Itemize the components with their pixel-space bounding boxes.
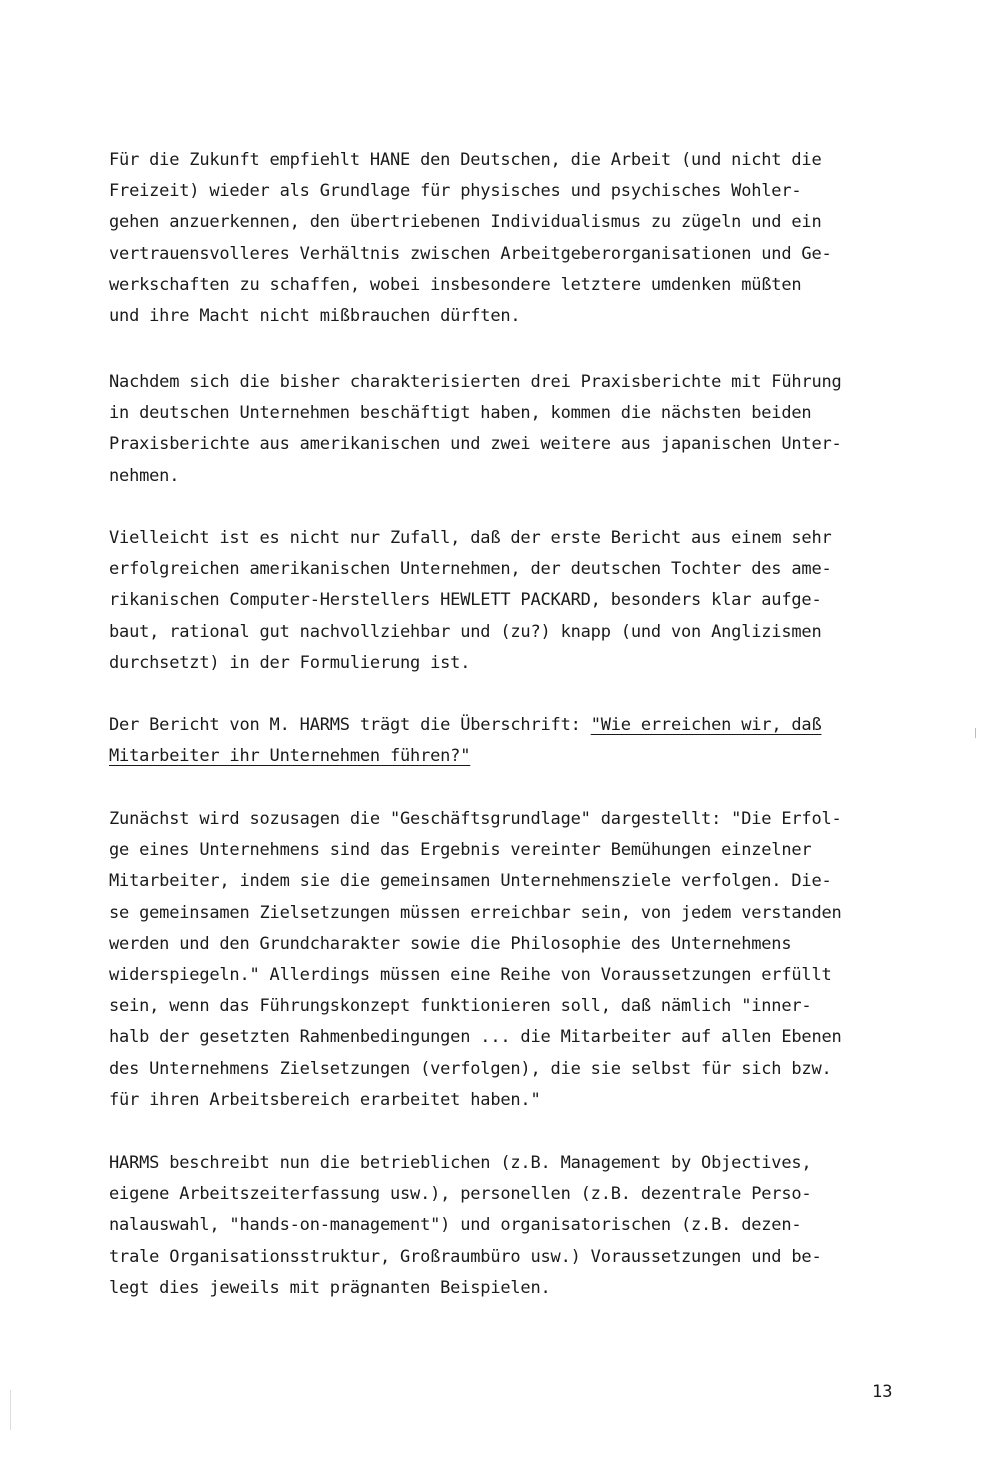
text-line bbox=[109, 741, 869, 772]
scan-edge-mark bbox=[10, 1390, 11, 1430]
text-line bbox=[109, 710, 869, 741]
paragraph-harms-voraussetzungen bbox=[109, 1148, 869, 1304]
text-line: Freizeit) wieder als Grundlage für physisches und psychisches Wohler- bbox=[109, 181, 802, 202]
text-line: HARMS beschreibt nun die betrieblichen (z.B. Management by Objectives, bbox=[109, 1153, 812, 1173]
text-line: vertrauensvolleres Verhältnis zwischen Arbeitgeberorganisationen und Ge- bbox=[109, 243, 832, 264]
text-line: werden und den Grundcharakter sowie die Philosophie des Unternehmens bbox=[109, 933, 792, 954]
text-line: Praxisberichte aus amerikanischen und zwei weitere aus japanischen Unter- bbox=[109, 434, 842, 455]
paragraph-hewlett-packard bbox=[109, 523, 869, 679]
report-title-part-1: "Wie erreichen wir, daß bbox=[590, 715, 822, 735]
paragraph-harms-title bbox=[109, 710, 869, 772]
paragraph-praxisberichte bbox=[109, 367, 869, 492]
text-line: werkschaften zu schaffen, wobei insbesondere letztere umdenken müßten bbox=[109, 274, 802, 295]
text-line: Vielleicht ist es nicht nur Zufall, daß der erste Bericht aus einem sehr bbox=[109, 528, 832, 548]
text-line: sein, wenn das Führungskonzept funktionieren soll, daß nämlich "inner- bbox=[109, 996, 812, 1017]
text-line: rikanischen Computer-Herstellers HEWLETT PACKARD, besonders klar aufge- bbox=[109, 590, 822, 611]
text-line: nehmen. bbox=[109, 465, 180, 486]
text-line: gehen anzuerkennen, den übertriebenen Individualismus zu zügeln und ein bbox=[109, 212, 822, 233]
page-number: 13 bbox=[872, 1382, 893, 1402]
scan-edge-mark bbox=[975, 728, 976, 738]
text-line: Mitarbeiter, indem sie die gemeinsamen Unternehmensziele verfolgen. Die- bbox=[109, 871, 832, 892]
text-line: eigene Arbeitszeiterfassung usw.), personellen (z.B. dezentrale Perso- bbox=[109, 1184, 812, 1205]
report-title-part-2: Mitarbeiter ihr Unternehmen führen?" bbox=[109, 746, 471, 767]
text-line: nalauswahl, "hands-on-management") und organisatorischen (z.B. dezen- bbox=[109, 1215, 802, 1236]
paragraph-hane-recommendation bbox=[109, 145, 869, 332]
text-line: legt dies jeweils mit prägnanten Beispielen. bbox=[109, 1277, 551, 1298]
paragraph-geschaeftsgrundlage bbox=[109, 804, 869, 1116]
text-line: Für die Zukunft empfiehlt HANE den Deutschen, die Arbeit (und nicht die bbox=[109, 150, 822, 170]
text-plain: Der Bericht von M. HARMS trägt die Überschrift: bbox=[109, 715, 591, 735]
text-line: Nachdem sich die bisher charakterisierten drei Praxisberichte mit Führung bbox=[109, 372, 842, 392]
text-line: halb der gesetzten Rahmenbedingungen ... die Mitarbeiter auf allen Ebenen bbox=[109, 1027, 842, 1048]
text-line: erfolgreichen amerikanischen Unternehmen, der deutschen Tochter des ame- bbox=[109, 559, 832, 580]
text-line: ge eines Unternehmens sind das Ergebnis vereinter Bemühungen einzelner bbox=[109, 840, 812, 861]
text-line: Zunächst wird sozusagen die "Geschäftsgrundlage" dargestellt: "Die Erfol- bbox=[109, 809, 842, 829]
text-line: für ihren Arbeitsbereich erarbeitet haben." bbox=[109, 1089, 541, 1110]
text-line: und ihre Macht nicht mißbrauchen dürften. bbox=[109, 305, 521, 326]
text-line: widerspiegeln." Allerdings müssen eine Reihe von Voraussetzungen erfüllt bbox=[109, 964, 832, 985]
text-line: trale Organisationsstruktur, Großraumbüro usw.) Voraussetzungen und be- bbox=[109, 1246, 822, 1267]
text-line: se gemeinsamen Zielsetzungen müssen erreichbar sein, von jedem verstanden bbox=[109, 902, 842, 923]
text-line: baut, rational gut nachvollziehbar und (zu?) knapp (und von Anglizismen bbox=[109, 621, 822, 642]
text-line: in deutschen Unternehmen beschäftigt haben, kommen die nächsten beiden bbox=[109, 403, 812, 424]
text-line: durchsetzt) in der Formulierung ist. bbox=[109, 652, 471, 673]
text-line: des Unternehmens Zielsetzungen (verfolgen), die sie selbst für sich bzw. bbox=[109, 1058, 832, 1079]
